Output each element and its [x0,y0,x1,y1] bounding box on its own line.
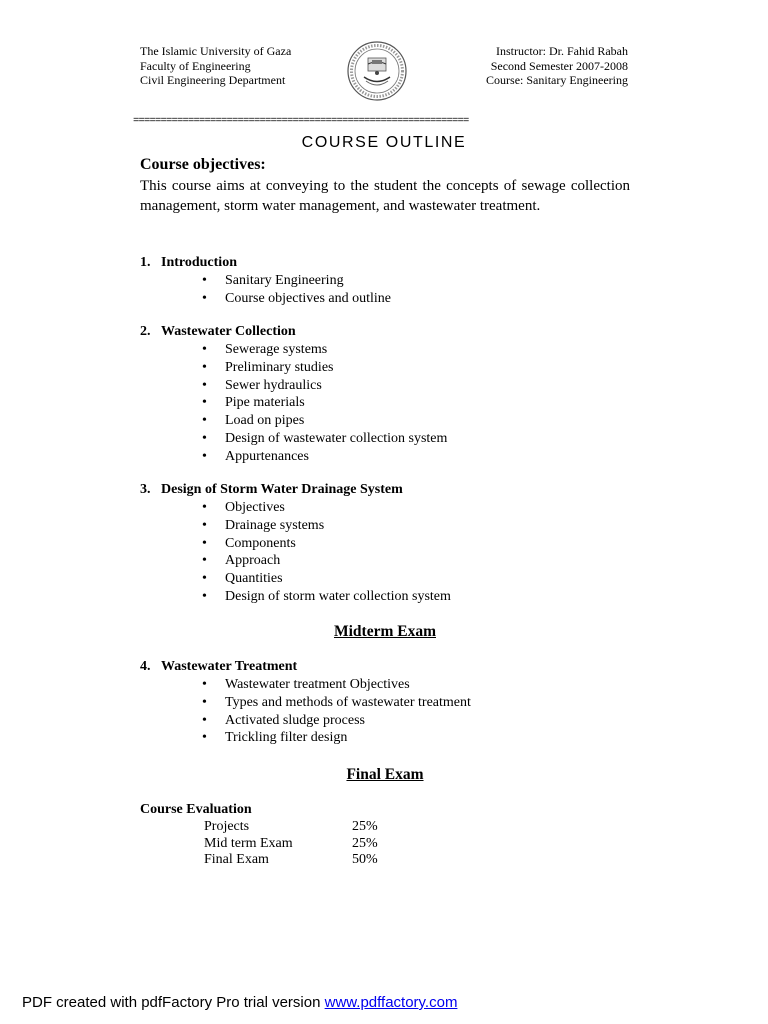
list-item: • Trickling filter design [202,730,348,746]
list-item: • Drainage systems [202,517,325,533]
bullet-icon: • [202,273,207,288]
list-item: • Appurtenances [202,448,309,464]
list-item: • Sanitary Engineering [202,273,344,288]
evaluation-heading: Course Evaluation [140,802,252,817]
list-item: • Objectives [202,500,285,515]
list-item: • Design of wastewater collection system [202,430,448,446]
list-item: • Pipe materials [202,395,305,411]
section-storm-water [140,481,451,606]
list-item: • Design of storm water collection system [202,588,451,604]
section-number: 3. [140,482,151,497]
list-item: • Preliminary studies [202,359,334,375]
bullet-icon: • [202,694,207,710]
section-number: 1. [140,255,151,270]
footer-link[interactable]: www.pdffactory.com [324,994,458,1011]
list-item: • Load on pipes [202,413,305,429]
list-item: • Activated sludge process [202,712,365,728]
section-title: Introduction [161,255,237,270]
evaluation-label-midterm: Mid term Exam [204,836,293,851]
bullet-icon: • [202,430,207,446]
final-exam-heading: Final Exam [346,766,424,783]
section-title: Design of Storm Water Drainage System [161,482,403,497]
section-title: Wastewater Treatment [161,659,298,674]
section-heading [140,323,447,341]
bullet-icon: • [202,342,207,357]
separator-rule: ============================================================= [133,115,469,127]
instructor: Instructor: Dr. Fahid Rabah [496,44,628,58]
evaluation-value-midterm: 25% [352,836,378,851]
section-title: Wastewater Collection [161,324,296,339]
bullet-icon: • [202,413,207,429]
page-title: COURSE OUTLINE [301,134,467,151]
evaluation-value-projects: 25% [352,819,378,834]
section-heading [140,254,391,272]
list-item: • Sewer hydraulics [202,377,322,393]
bullet-icon: • [202,448,207,464]
bullet-icon: • [202,535,207,551]
university-name: The Islamic University of Gaza [140,44,292,58]
bullet-icon: • [202,290,207,306]
objectives-text: This course aims at conveying to the student the concepts of sewage collection management, storm water management, and wastewater treatment. [140,178,630,214]
bullet-icon: • [202,377,207,393]
bullet-icon: • [202,517,207,533]
bullet-icon: • [202,730,207,746]
section-heading [140,481,451,499]
department-name: Civil Engineering Department [140,73,286,87]
list-item: • Quantities [202,571,283,587]
faculty-name: Faculty of Engineering [140,58,251,73]
evaluation-label-projects: Projects [204,819,250,834]
list-item: • Approach [202,553,281,569]
bullet-icon: • [202,712,207,728]
list-item: • Components [202,535,296,551]
objectives-heading: Course objectives: [140,156,266,173]
section-heading [140,658,471,676]
bullet-icon: • [202,677,207,692]
section-number: 2. [140,324,151,339]
bullet-icon: • [202,588,207,604]
header-right [486,44,628,88]
section-introduction [140,254,391,308]
semester: Second Semester 2007-2008 [490,58,628,73]
bullet-icon: • [202,395,207,411]
list-item: • Sewerage systems [202,342,328,357]
header-left [140,44,291,88]
university-logo [346,40,408,102]
bullet-icon: • [202,359,207,375]
midterm-exam-heading: Midterm Exam [333,623,436,640]
evaluation-value-final: 50% [352,852,378,867]
bullet-icon: • [202,500,207,515]
section-number: 4. [140,659,151,674]
pdf-footer [22,994,457,1011]
footer-text: PDF created with pdfFactory Pro trial version [22,994,325,1011]
section-wastewater-treatment [140,658,471,747]
section-wastewater-collection [140,323,447,466]
bullet-icon: • [202,553,207,569]
course-name: Course: Sanitary Engineering [486,73,628,87]
list-item: • Types and methods of wastewater treatment [202,694,471,710]
bullet-icon: • [202,571,207,587]
list-item: • Course objectives and outline [202,290,392,306]
list-item: • Wastewater treatment Objectives [202,677,410,692]
evaluation-label-final: Final Exam [204,852,269,867]
